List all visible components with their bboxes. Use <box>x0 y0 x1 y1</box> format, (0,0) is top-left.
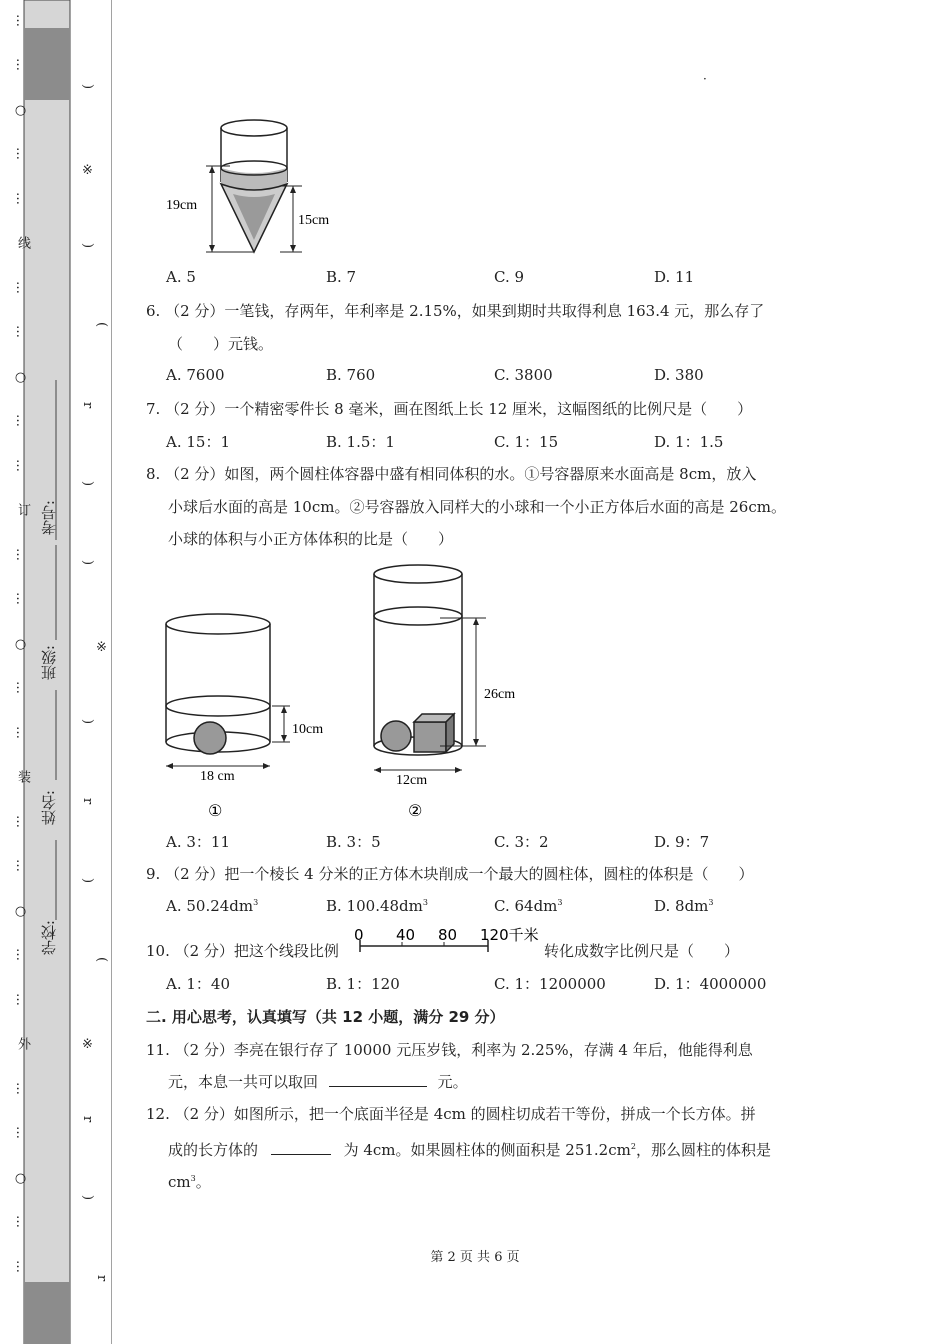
binding-inner-mark: ※ <box>80 163 95 179</box>
option-text: B. 100.48dm <box>326 897 423 915</box>
option-b[interactable]: B. 1.5：1 <box>326 433 395 451</box>
q6-stem-cont: （ ）元钱。 <box>168 335 274 353</box>
q9-stem: 9. （2 分）把一个棱长 4 分米的正方体木块削成一个最大的圆柱体，圆柱的体积是（ ） <box>146 865 754 883</box>
binding-outer-mark: … <box>13 992 28 1006</box>
binding-outer-mark: … <box>13 191 28 205</box>
option-a[interactable] <box>166 897 258 915</box>
binding-outer-mark: … <box>13 14 28 27</box>
q8-c1-diameter: 18 cm <box>200 769 235 784</box>
binding-margin <box>0 0 112 1344</box>
binding-inner-mark: ※ <box>80 1036 95 1052</box>
binding-inner-mark: ) <box>80 84 95 90</box>
q8-c2-diameter: 12cm <box>396 773 428 788</box>
binding-outer-mark: ○ <box>13 1170 28 1186</box>
binding-outer-mark: … <box>13 1126 28 1140</box>
page-footer: 第 2 页 共 6 页 <box>430 1250 520 1265</box>
q12-end: 。 <box>195 1173 211 1191</box>
q12-text-b: 为 4cm。如果圆柱体的侧面积是 251.2cm <box>343 1141 631 1159</box>
option-c[interactable]: C. 1：15 <box>494 433 559 451</box>
binding-inner-mark: ) <box>80 1195 95 1201</box>
option-d[interactable]: D. 1：1.5 <box>654 433 724 451</box>
binding-field-label: 考号: <box>40 500 58 536</box>
q12-sup-3: 3 <box>190 1174 196 1183</box>
option-c[interactable]: C. 1：1200000 <box>494 975 606 993</box>
option-sup: 3 <box>253 898 259 907</box>
binding-outer-mark: … <box>13 58 28 72</box>
option-a[interactable]: A. 15：1 <box>166 433 230 451</box>
q8-stem-cont2: 小球的体积与小正方体体积的比是（ ） <box>168 530 454 548</box>
binding-outer-mark: … <box>13 414 28 428</box>
q10-stem-after: 转化成数字比例尺是（ ） <box>544 942 740 960</box>
binding-inner-mark: ( <box>94 322 109 328</box>
binding-field-label: 班级: <box>40 645 58 681</box>
binding-outer-mark: … <box>13 814 28 828</box>
binding-outer-mark: … <box>13 725 28 739</box>
option-a[interactable]: A. 3：11 <box>166 833 230 851</box>
binding-outer-mark: ○ <box>13 903 28 919</box>
option-d[interactable]: D. 11 <box>654 268 695 286</box>
option-c[interactable]: C. 3800 <box>494 366 553 384</box>
option-c[interactable]: C. 3：2 <box>494 833 549 851</box>
q10-scale-label: 120千米 <box>480 926 539 944</box>
binding-field-label: 姓名: <box>40 790 58 826</box>
binding-inner-mark: r <box>80 798 95 805</box>
q10-scale-bar <box>352 924 548 964</box>
binding-inner-mark: ) <box>80 480 95 486</box>
binding-outer-mark: ○ <box>13 102 28 118</box>
q8-c1-label: ① <box>208 801 223 820</box>
binding-inner-mark: r <box>94 1274 109 1281</box>
option-a[interactable]: A. 5 <box>166 268 196 286</box>
binding-inner-mark: ) <box>80 560 95 566</box>
binding-inner-mark: ※ <box>94 639 109 655</box>
option-sup: 3 <box>708 898 714 907</box>
option-a[interactable]: A. 7600 <box>166 366 225 384</box>
binding-field-label: 学校: <box>40 920 58 956</box>
binding-outer-mark: … <box>13 280 28 294</box>
q8-stem: 8. （2 分）如图，两个圆柱体容器中盛有相同体积的水。①号容器原来水面高是 8cm，放入 <box>146 465 757 483</box>
q12-unit: cm <box>168 1173 191 1191</box>
option-b[interactable]: B. 3：5 <box>326 833 381 851</box>
q12-stem: 12. （2 分）如图所示，把一个底面半径是 4cm 的圆柱切成若干等份，拼成一个长方体。拼 <box>146 1105 756 1123</box>
binding-outer-mark: … <box>13 547 28 561</box>
binding-outer-mark: … <box>13 325 28 339</box>
option-b[interactable]: B. 1：120 <box>326 975 400 993</box>
binding-inner-mark: r <box>80 401 95 408</box>
q6-stem: 6. （2 分）一笔钱，存两年，年利率是 2.15%，如果到期时共取得利息 163.4 元，那么存了 <box>146 302 765 320</box>
q12-text-c: ，那么圆柱的体积是 <box>635 1141 771 1159</box>
q10-scale-labels <box>354 926 539 944</box>
binding-outer-mark: … <box>13 1215 28 1229</box>
q12-stem-cont <box>168 1137 771 1160</box>
q12-stem-cont2 <box>168 1169 211 1192</box>
q11-stem-cont <box>168 1072 468 1092</box>
q12-text-a: 成的长方体的 <box>168 1141 259 1159</box>
binding-inner-mark: ) <box>80 242 95 248</box>
q8-c2-height: 26cm <box>484 687 516 702</box>
option-text: D. 8dm <box>654 897 709 915</box>
option-d[interactable]: D. 1：4000000 <box>654 975 767 993</box>
binding-outer-mark: … <box>13 681 28 695</box>
q8-stem-cont: 小球后水面的高是 10cm。②号容器放入同样大的小球和一个小正方体后水面的高是 26cm。 <box>168 498 786 516</box>
q10-scale-label: 40 <box>396 926 416 944</box>
binding-outer-mark: … <box>13 458 28 472</box>
q7-stem: 7. （2 分）一个精密零件长 8 毫米，画在图纸上长 12 厘米，这幅图纸的比例尺是（ ） <box>146 400 753 418</box>
option-b[interactable]: B. 760 <box>326 366 376 384</box>
binding-outer-mark: 订 <box>15 503 30 517</box>
top-mark: · <box>703 72 707 86</box>
binding-outer-mark: … <box>13 147 28 161</box>
q10-scale-label: 0 <box>354 926 364 944</box>
q8-c1-height: 10cm <box>292 722 324 737</box>
binding-outer-mark: … <box>13 859 28 873</box>
q5-total-height-label: 19cm <box>166 198 198 213</box>
option-d[interactable] <box>654 897 714 915</box>
option-sup: 3 <box>422 898 428 907</box>
binding-inner-mark: ) <box>80 719 95 725</box>
binding-outer-mark: … <box>13 948 28 962</box>
option-c[interactable] <box>494 897 563 915</box>
option-d[interactable]: D. 380 <box>654 366 704 384</box>
binding-outer-mark: ○ <box>13 369 28 385</box>
q12-sup-2: 2 <box>630 1142 636 1151</box>
option-c[interactable]: C. 9 <box>494 268 525 286</box>
option-b[interactable]: B. 7 <box>326 268 357 286</box>
option-sup: 3 <box>557 898 563 907</box>
option-text: A. 50.24dm <box>166 897 254 915</box>
q11-text-b: 元。 <box>437 1073 468 1091</box>
q10-stem-before: 10. （2 分）把这个线段比例 <box>146 942 339 960</box>
q10-scale-label: 80 <box>438 926 458 944</box>
option-d[interactable]: D. 9：7 <box>654 833 710 851</box>
binding-outer-mark: 外 <box>15 1037 30 1051</box>
q12-answer-blank[interactable] <box>271 1140 331 1155</box>
q11-text-a: 元，本息一共可以取回 <box>168 1073 319 1091</box>
q8-figure <box>150 556 540 826</box>
binding-outer-mark: 装 <box>15 770 30 784</box>
binding-inner-mark: ) <box>80 877 95 883</box>
binding-inner-mark: r <box>80 1115 95 1123</box>
binding-outer-mark: ○ <box>13 636 28 652</box>
q11-stem: 11. （2 分）李亮在银行存了 10000 元压岁钱，利率为 2.25%，存满 4 年后，他能得利息 <box>146 1041 753 1059</box>
binding-outer-mark: … <box>13 1259 28 1273</box>
q5-figure <box>160 112 350 262</box>
binding-outer-mark: … <box>13 592 28 606</box>
binding-inner-mark: ( <box>94 957 109 963</box>
option-b[interactable] <box>326 897 428 915</box>
q11-answer-blank[interactable] <box>329 1072 427 1087</box>
option-a[interactable]: A. 1：40 <box>166 975 230 993</box>
binding-outer-mark: … <box>13 1081 28 1095</box>
option-text: C. 64dm <box>494 897 558 915</box>
binding-outer-mark: 线 <box>15 236 30 250</box>
section-heading: 二. 用心思考，认真填写（共 12 小题，满分 29 分） <box>146 1008 505 1026</box>
q8-c2-label: ② <box>408 801 423 820</box>
q5-cone-height-label: 15cm <box>298 213 330 228</box>
